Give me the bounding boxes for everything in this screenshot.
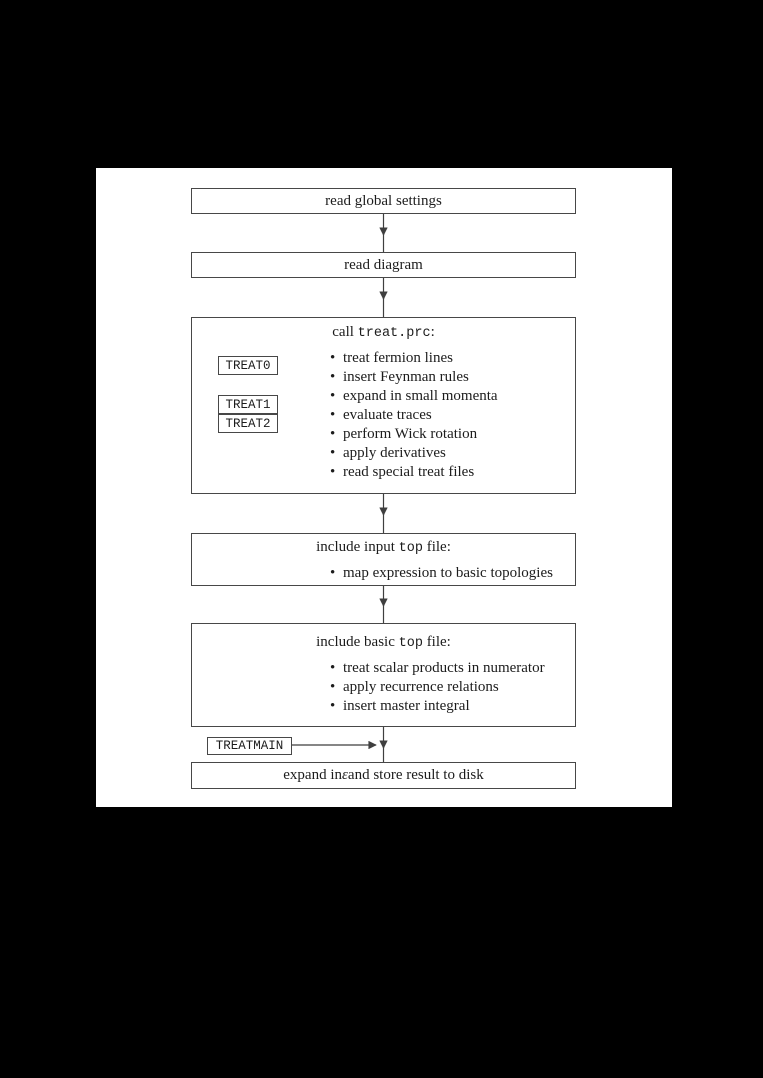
step-bullet-list	[330, 564, 553, 583]
tag-treat0: TREAT0	[218, 356, 278, 375]
title-text: include basic	[316, 634, 399, 650]
flow-step-read-global-settings	[191, 188, 576, 214]
label-text: expand in	[283, 767, 342, 783]
flow-step-read-diagram	[191, 252, 576, 278]
step-label	[192, 763, 575, 788]
step-bullet-list	[330, 659, 545, 716]
bullet-item: • apply recurrence relations	[330, 678, 545, 697]
title-text: :	[430, 324, 435, 340]
bullet-item: • treat scalar products in numerator	[330, 659, 545, 678]
title-code: top	[398, 636, 423, 651]
tag-treat1: TREAT1	[218, 395, 278, 414]
step-bullet-list	[330, 349, 498, 482]
step-title	[192, 634, 575, 651]
epsilon-symbol: ε	[341, 767, 348, 783]
bullet-item: • apply derivatives	[330, 444, 498, 463]
flow-step-include-basic-top	[191, 623, 576, 727]
step-label: read diagram	[344, 256, 423, 273]
diagram-page	[96, 168, 672, 807]
bullet-item: • insert master integral	[330, 697, 545, 716]
bullet-item: • perform Wick rotation	[330, 425, 498, 444]
bullet-item: • treat fermion lines	[330, 349, 498, 368]
tag-treat2: TREAT2	[218, 414, 278, 433]
step-title	[192, 324, 575, 341]
title-text: include input	[316, 539, 399, 555]
tag-treatmain: TREATMAIN	[207, 737, 292, 755]
step-label: read global settings	[325, 192, 442, 209]
label-text: and store result to disk	[347, 767, 484, 783]
bullet-item: • read special treat files	[330, 463, 498, 482]
bullet-item: • insert Feynman rules	[330, 368, 498, 387]
bullet-item: • expand in small momenta	[330, 387, 498, 406]
title-text: call	[332, 324, 358, 340]
title-text: file:	[422, 539, 451, 555]
title-code: top	[398, 541, 423, 556]
title-text: file:	[422, 634, 451, 650]
flow-step-include-input-top	[191, 533, 576, 586]
title-code: treat.prc	[357, 326, 431, 341]
bullet-item: • evaluate traces	[330, 406, 498, 425]
bullet-item: • map expression to basic topologies	[330, 564, 553, 583]
flow-step-expand-store	[191, 762, 576, 789]
step-title	[192, 539, 575, 556]
